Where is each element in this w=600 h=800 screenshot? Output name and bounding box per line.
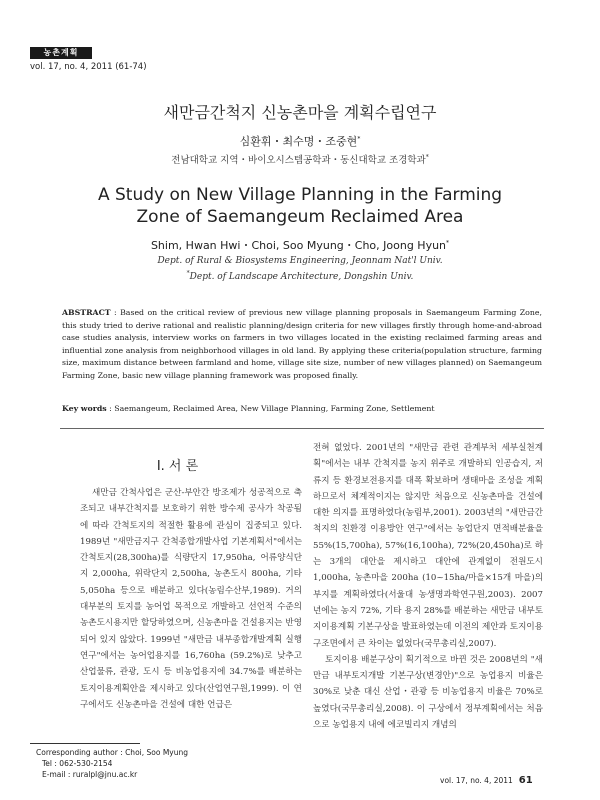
section-heading: I. 서 론 (156, 459, 199, 474)
english-affiliation-2 (0, 270, 600, 282)
footer-volume: vol. 17, no. 4, 2011 (440, 776, 513, 785)
page-number: 61 (518, 775, 533, 786)
body-right-paragraph-2: 토지이용 배분구상이 획기적으로 바뀐 것은 2008년의 "새만금 내부토지개발 기본구상(변경안)"으로 농업용지 비율은 30%로 낮춘 대신 산업・관광 등 비농업용지 비율은 70%로 높였다(국무총리실,2008). 이 구상에서 정부계획에서는 처음으로 농업용지 내에 에코빌리지 개념의 (313, 654, 543, 731)
english-affiliation-1: Dept. of Rural & Biosystems Engineering, Jeonnam Nat'l Univ. (157, 256, 443, 266)
keywords: Key words : Saemangeum, Reclaimed Area, New Village Planning, Farming Zone, Settlement (62, 404, 435, 413)
corresponding-tel: Tel : 062-530-2154 (42, 759, 113, 768)
english-author-names: Shim, Hwan Hwi・Choi, Soo Myung・Cho, Joong Hyun (150, 239, 447, 252)
body-left-column: 새만금 간척사업은 군산-부안간 방조제가 성공적으로 축조되고 내부간척지를 보호하기 위한 방수제 공사가 착공됨에 따라 간척토지의 적절한 활용에 관심이 집중되고 있다. 1989년 "새만금지구 간척종합개발사업 기본계획서"에서는 간척토지(28,300ha)를 식량단지 17,950ha, 어류양식단지 2,000ha, 위락단지 2,500ha, 농촌도시 800ha, 기타 5,050ha 등으로 배분하고 있다(농림수산부,1989). 거의 대부분의 토지를 농어업 목적으로 개발하고 선언적 수준의 농촌도시용지만 할당하였으며, 신농촌마을 건설용지는 반영되어 있지 않았다. 1999년 "새만금 내부종합개발계획 실행연구"에서는 농어업용지를 16,760ha (59.2%)로 낮추고 산업물류, 관광, 도시 등 비농업용지에 34.7%를 배분하는 토지이용계획안을 제시하고 있다(산업연구원,1999). 이 연구에서도 신농촌마을 건설에 대한 언급은 (80, 488, 302, 710)
abstract: ABSTRACT : Based on the critical review of previous new village planning proposals in Saemangeum Farming Zone, this study tried to derive rational and realistic planning/design criteria for new villages firstly through home-and-abroad case studies analysis, interview works on farmers in two villages located in the existing reclaimed farming areas and influential zone analysis from neighborhood villages in old land. By applying these criteria(population structure, farming size, maximum distance between farmland and home, village site size, number of new villages planned) on Saemangeum Farming Zone, basic new village planning framework was proposed finally. (62, 308, 542, 380)
volume-line: vol. 17, no. 4, 2011 (61-74) (30, 62, 147, 72)
korean-affiliation-text: 전남대학교 지역・바이오시스템공학과・동신대학교 조경학과 (171, 155, 426, 166)
english-authors (0, 237, 600, 253)
korean-affiliation-marker: * (425, 153, 429, 161)
corresponding-author: Corresponding author : Choi, Soo Myung (36, 748, 189, 757)
korean-affiliation (0, 152, 600, 166)
body-right-paragraph-1: 전혀 없었다. 2001년의 "새만금 관련 관계부처 세부실천계획"에서는 내부 간척지를 농지 위주로 개발하되 인공습지, 저류지 등 환경보전용지를 대폭 확보하며 생태마을 조성을 계획하므로서 체계적이지는 않지만 처음으로 신농촌마을 건설에 대한 의지를 표명하였다(농림부,2001). 2003년의 "새만금간척지의 친환경 이용방안 연구"에서는 농업단지 면적배분율을 55%(15,700ha), 57%(16,100ha), 72%(20,450ha)로 하는 3개의 대안을 제시하고 대안에 관계없이 전원도시 1,000ha, 농촌마을 200ha (10~15ha/마을×15개 마을)의 부지를 계획하였다(서울대 농생명과학연구원,2003). 2007년에는 농지 72%, 기타 용지 28%를 배분하는 새만금 내부토지이용계획 기본구상을 발표하였는데 이전의 제안과 토지이용구조면에서 큰 차이는 없었다(국무총리실,2007). (313, 443, 543, 649)
body-right-column (313, 440, 543, 733)
abstract-label: ABSTRACT (62, 308, 111, 317)
korean-author-marker: * (357, 135, 361, 143)
english-affiliation-2-marker: * (186, 270, 190, 277)
section-divider (60, 428, 544, 429)
abstract-text: Based on the critical review of previous new village planning proposals in Saemangeum Farming Zone, this study tried to derive rational and realistic planning/design criteria for new villages firstly through home-and-abroad case studies analysis, interview works on farmers in two villages located in the existing reclaimed farming areas and influential zone analysis from neighborhood villages in old land. By applying these criteria(population structure, farming size, maximum distance between farmland and home, village site size, number of new villages planned) on Saemangeum Farming Zone, basic new village planning framework was proposed finally. (62, 308, 542, 380)
footnote-divider (30, 743, 140, 744)
corresponding-email: E-mail : ruralpl@jnu.ac.kr (42, 770, 138, 779)
korean-authors (0, 133, 600, 149)
journal-badge: 농촌계획 (30, 47, 92, 59)
keywords-label: Key words (62, 404, 107, 413)
keywords-text: Saemangeum, Reclaimed Area, New Village Planning, Farming Zone, Settlement (114, 404, 435, 413)
korean-title: 새만금간척지 신농촌마을 계획수립연구 (163, 103, 437, 122)
korean-author-names: 심환휘・최수명・조중현 (239, 135, 358, 148)
english-author-marker: * (446, 239, 450, 247)
corresponding-author-footnote (36, 747, 188, 780)
english-title-line-2: Zone of Saemangeum Reclaimed Area (136, 207, 464, 227)
page-footer (440, 775, 533, 786)
english-title (0, 184, 600, 228)
english-affiliation-2-text: Dept. of Landscape Architecture, Dongshin Univ. (189, 272, 414, 282)
english-title-line-1: A Study on New Village Planning in the Farming (97, 185, 503, 205)
